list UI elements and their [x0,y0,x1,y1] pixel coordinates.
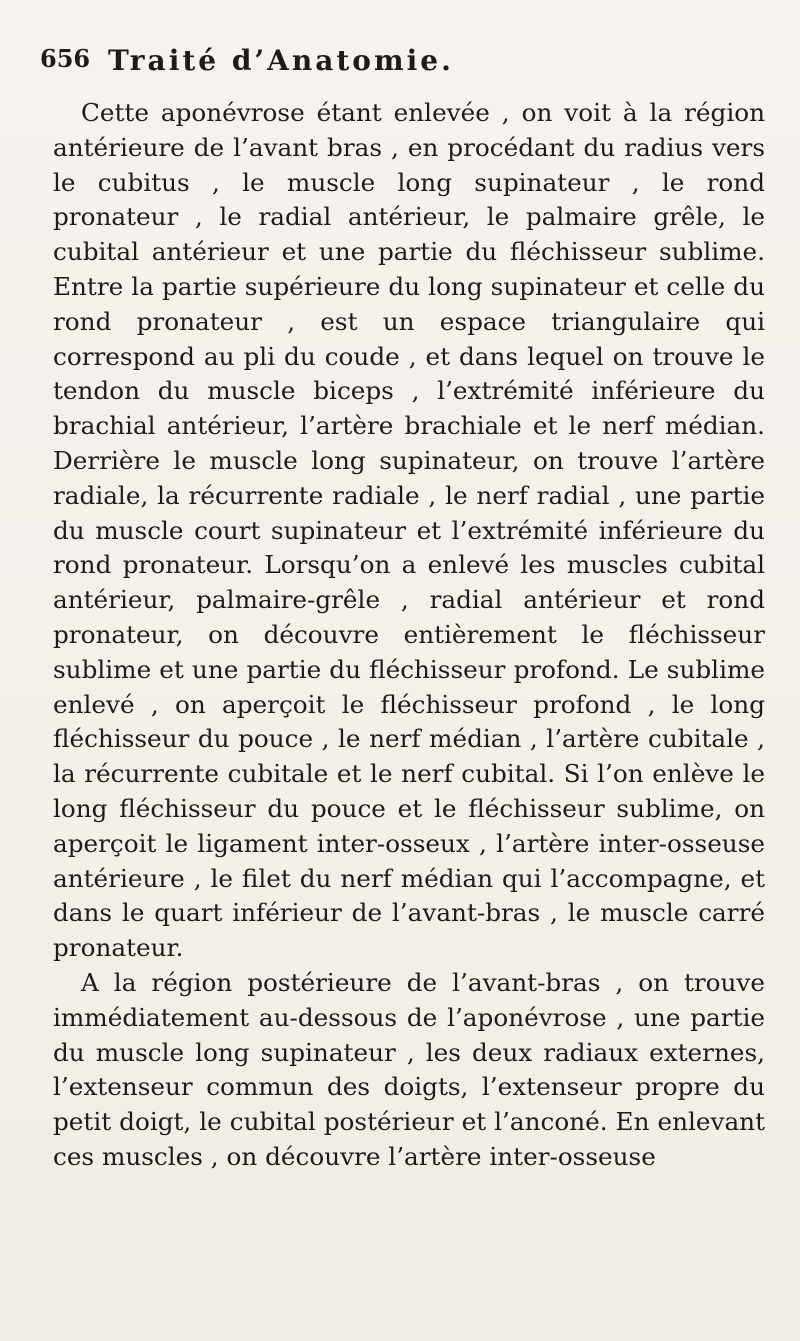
page-header [40,44,760,78]
page-number: 656 [40,44,91,73]
body-text [53,96,765,1175]
paragraph-anterior-region: Cette aponévrose étant enlevée , on voit à la région antérieure de l’avant bras , en procédant du radius vers le cubitus , le muscle long supinateur , le rond pronateur , le radial antérieur, le palmaire grêle, le cubital antérieur et une partie du fléchisseur sublime. Entre la partie supérieure du long supinateur et celle du rond pronateur , est un espace triangulaire qui correspond au pli du coude , et dans lequel on trouve le tendon du muscle biceps , l’extrémité inférieure du brachial antérieur, l’artère brachiale et le nerf médian. Derrière le muscle long supinateur, on trouve l’artère radiale, la récurrente radiale , le nerf radial , une partie du muscle court supinateur et l’extrémité inférieure du rond pronateur. Lorsqu’on a enlevé les muscles cubital antérieur, palmaire-grêle , radial antérieur et rond pronateur, on découvre entièrement le fléchisseur sublime et une partie du fléchisseur profond. Le sublime enlevé , on aperçoit le fléchisseur profond , le long fléchisseur du pouce , le nerf médian , l’artère cubitale , la récurrente cubitale et le nerf cubital. Si l’on enlève le long fléchisseur du pouce et le fléchisseur sublime, on aperçoit le ligament inter-osseux , l’artère inter-osseuse antérieure , le filet du nerf médian qui l’accompagne, et dans le quart inférieur de l’avant-bras , le muscle carré pronateur. [53,98,765,963]
paragraph-posterior-region: A la région postérieure de l’avant-bras , on trouve immédiatement au-dessous de l’aponévrose , une partie du muscle long supinateur , les deux radiaux externes, l’extenseur commun des doigts, l’extenseur propre du petit doigt, le cubital postérieur et l’anconé. En enlevant ces muscles , on découvre l’artère inter-osseuse [53,967,765,1171]
running-title: Traité d’Anatomie. [108,44,454,77]
